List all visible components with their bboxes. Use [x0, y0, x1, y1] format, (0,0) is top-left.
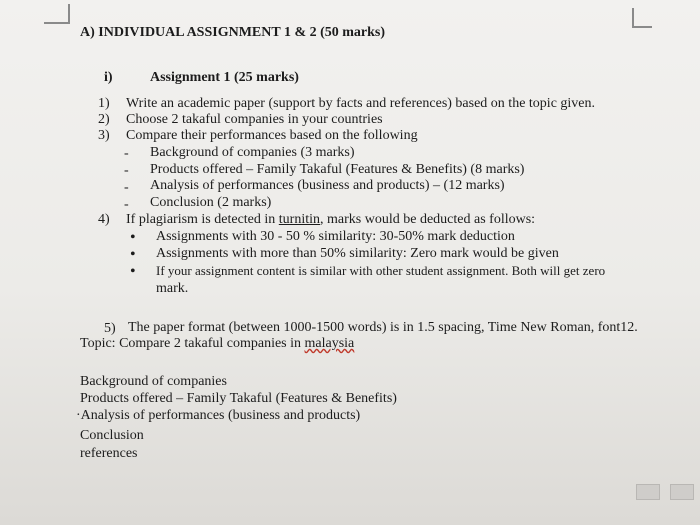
item-text: Choose 2 takaful companies in your countries: [126, 112, 383, 127]
watermark-block-icon: [670, 484, 694, 500]
deduction-rule: If your assignment content is similar with other student assignment. Both will get zero: [156, 263, 606, 278]
criterion-item: Products offered – Family Takaful (Features & Benefits) (8 marks): [150, 162, 525, 177]
item-number: 4): [98, 212, 110, 227]
criterion-item: Background of companies (3 marks): [150, 145, 355, 160]
deduction-rule: Assignments with more than 50% similarity: Zero mark would be given: [156, 246, 559, 261]
format-rule: The paper format (between 1000-1500 words) is in 1.5 spacing, Time New Roman, font12.: [128, 320, 638, 335]
topic-line: [80, 336, 354, 352]
turnitin-link-text: turnitin: [278, 212, 321, 227]
item-number: 3): [98, 128, 110, 143]
watermark-block-icon: [636, 484, 660, 500]
outline-item: Background of companies: [80, 374, 227, 389]
item-number: 2): [98, 112, 110, 127]
bullet-marker: •: [130, 229, 136, 246]
dash-marker: -: [124, 146, 129, 161]
topic-label: Topic: Compare 2 takaful companies in: [80, 336, 305, 351]
item-number: 5): [104, 321, 116, 336]
outline-item: ·Analysis of performances (business and products): [76, 408, 361, 423]
item-number: 1): [98, 96, 110, 111]
dash-marker: -: [124, 180, 129, 195]
scan-watermark: [636, 484, 696, 500]
deduction-rule-continued: mark.: [156, 281, 189, 296]
item-text: Compare their performances based on the following: [126, 128, 418, 143]
outline-item: Products offered – Family Takaful (Features & Benefits): [80, 391, 397, 406]
dash-marker: -: [124, 163, 129, 178]
plagiarism-text-after: , marks would be deducted as follows:: [320, 212, 536, 227]
item-text: Write an academic paper (support by facts and references) based on the topic given.: [126, 96, 596, 111]
deduction-rule: Assignments with 30 - 50 % similarity: 30-50% mark deduction: [156, 229, 515, 244]
criterion-item: Analysis of performances (business and products) – (12 marks): [150, 178, 505, 193]
outline-item: Conclusion: [80, 428, 144, 443]
assignment-title: Assignment 1 (25 marks): [150, 70, 299, 85]
plagiarism-rule: [126, 212, 535, 228]
assignment-number: i): [104, 70, 113, 85]
bullet-marker: •: [130, 246, 136, 263]
dash-marker: -: [124, 197, 129, 212]
topic-country: malaysia: [304, 336, 355, 351]
criterion-item: Conclusion (2 marks): [150, 195, 272, 210]
bullet-marker: •: [130, 263, 136, 280]
plagiarism-text-before: If plagiarism is detected in: [126, 212, 279, 227]
outline-item: references: [80, 446, 138, 461]
page-title: A) INDIVIDUAL ASSIGNMENT 1 & 2 (50 marks): [80, 25, 386, 40]
